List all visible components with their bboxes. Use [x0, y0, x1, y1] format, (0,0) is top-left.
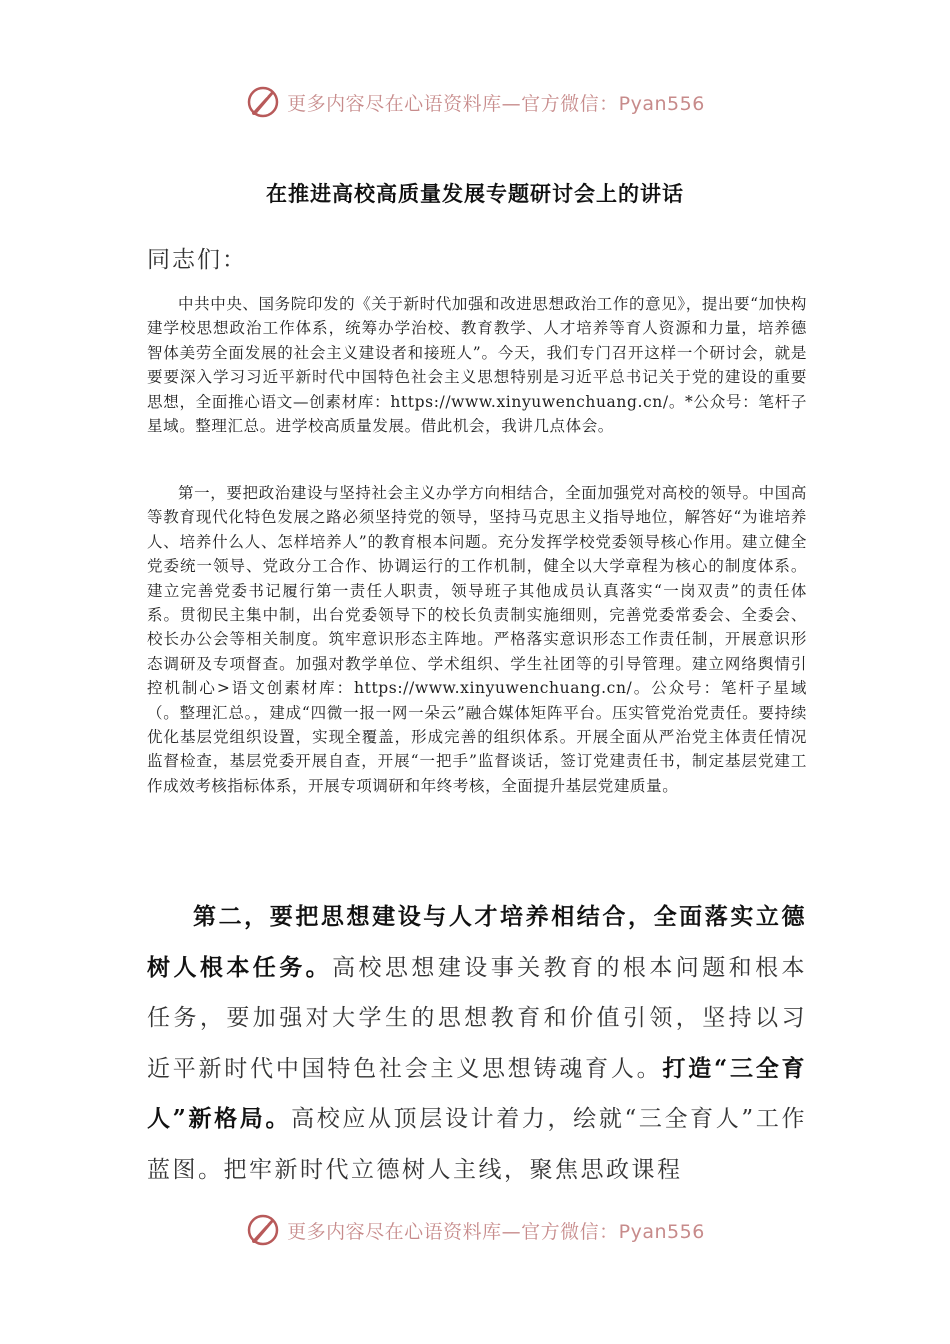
- body-text-1: 高校思想建设事关教育的根本问题和根本任务，要加强对大学生的思想教育和价值引领，坚持以习近平新时代中国特色社会主义思想铸魂育人。: [147, 954, 807, 1082]
- paragraph-intro: 中共中央、国务院印发的《关于新时代加强和改进思想政治工作的意见》，提出要“加快构建学校思想政治工作体系，统筹办学治校、教育教学、人才培养等育人资源和力量，培养德智体美劳全面发展的社会主义建设者和接班人”。今天，我们专门召开这样一个研讨会，就是要要深入学习习近平新时代中国特色社会主义思想特别是习近平总书记关于党的建设的重要思想，全面推心语文—创素材库：https://www.xinyuwenchuang.cn/。*公众号：笔杆子星域。整理汇总。进学校高质量发展。借此机会，我讲几点体会。: [147, 295, 807, 436]
- watermark-header: [0, 82, 950, 122]
- body-text-2: 高校应从顶层设计着力，绘就“三全育人”工作蓝图。把牢新时代立德树人主线，聚焦思政课程: [147, 1106, 807, 1183]
- paragraph-first-point: 第一，要把政治建设与坚持社会主义办学方向相结合，全面加强党对高校的领导。中国高等教育现代化特色发展之路必须坚持党的领导，坚持马克思主义指导地位，解答好“为谁培养人、培养什么人、怎样培养人”的教育根本问题。充分发挥学校党委领导核心作用。建立健全党委统一领导、党政分工合作、协调运行的工作机制，健全以大学章程为核心的制度体系。建立完善党委书记履行第一责任人职责，领导班子其他成员认真落实“一岗双责”的责任体系。贯彻民主集中制，出台党委领导下的校长负责制实施细则，完善党委常委会、全委会、校长办公会等相关制度。筑牢意识形态主阵地。严格落实意识形态工作责任制，开展意识形态调研及专项督查。加强对教学单位、学术组织、学生社团等的引导管理。建立网络舆情引控机制心>语文创素材库：https://www.xinyuwenchuang.cn/。公众号：笔杆子星域（。整理汇总。，建成“四微一报一网一朵云”融合媒体矩阵平台。压实管党治党责任。要持续优化基层党组织设置，实现全覆盖，形成完善的组织体系。开展全面从严治党主体责任情况监督检查，基层党委开展自查，开展“一把手”监督谈话，签订党建责任书，制定基层党建工作成效考核指标体系，开展专项调研和年终考核，全面提升基层党建质量。: [147, 484, 807, 795]
- paragraph-second-point: [147, 892, 807, 1195]
- page-title: 在推进高校高质量发展专题研讨会上的讲话: [266, 181, 684, 206]
- salutation: 同志们：: [147, 247, 247, 273]
- quill-logo-icon: [245, 84, 281, 120]
- watermark-text: 更多内容尽在心语资料库—官方微信：Pyan556: [287, 92, 705, 115]
- bold-heading-2: 打造“三全育人”新格局。: [147, 1054, 808, 1132]
- watermark-text: 更多内容尽在心语资料库—官方微信：Pyan556: [287, 1220, 705, 1243]
- watermark-footer: [0, 1210, 950, 1250]
- quill-logo-icon: [245, 1212, 281, 1248]
- bold-heading-1: 第二，要把思想建设与人才培养相结合，全面落实立德树人根本任务。: [147, 903, 807, 981]
